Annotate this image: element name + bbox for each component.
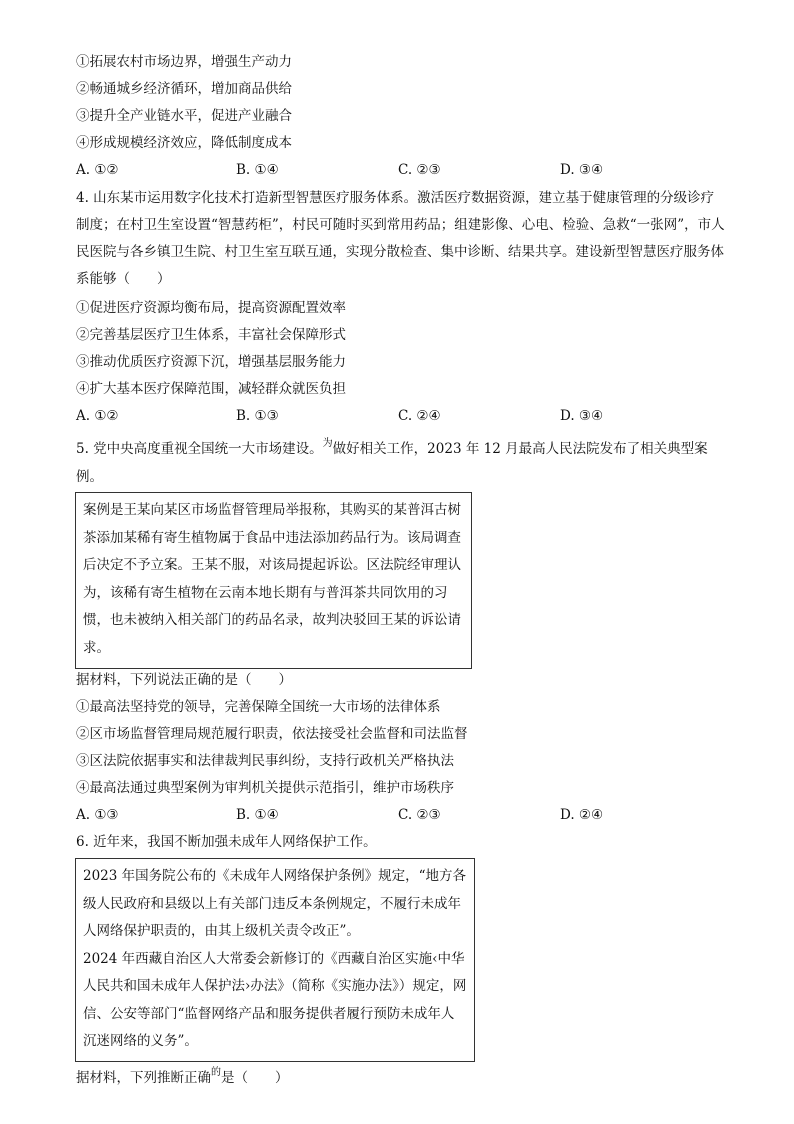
q4-option-3: ③推动优质医疗资源下沉，增强基层服务能力 [76,354,346,370]
q4-option-4: ④扩大基本医疗保障范围，减轻群众就医负担 [76,381,346,397]
q5-option-3: ③区法院依据事实和法律裁判民事纠纷，支持行政机关严格执法 [76,753,454,769]
q5-choices [76,805,726,825]
q4-choices [76,406,726,426]
q4-option-1: ①促进医疗资源均衡布局，提高资源配置效率 [76,300,346,316]
q5-option-4: ④最高法通过典型案例为审判机关提供示范指引，维护市场秩序 [76,780,454,796]
q6-prompt-part-1: 据材料，下列推断正确 [76,1070,211,1086]
q5-material-text: 案例是王某向某区市场监督管理局举报称，其购买的某普洱古树茶添加某稀有寄生植物属于食品中违法添加药品行为。该局调查后决定不予立案。王某不服，对该局提起诉讼。区法院经审理认为，该稀有寄生植物在云南本地长期有与普洱茶共同饮用的习惯，也未被纳入相关部门的药品名录，故判决驳回王某的诉讼请求。 [83,502,461,656]
q5-stem-part-2: 做好相关工作，2023 年 12 月最高人民法院发布了相关典型案例。 [76,441,708,485]
q5-choice-b[interactable]: B. ①④ [236,807,279,823]
q4-choice-d[interactable]: D. ③④ [560,408,604,424]
q4-choice-b[interactable]: B. ①③ [236,408,279,424]
q6-material-paragraph-2: 2024 年西藏自治区人大常委会新修订的《西藏自治区实施‹中华人民共和国未成年人保护法›办法》（简称《实施办法》）规定，网信、公安等部门“监督网络产品和服务提供者履行预防未成年人沉迷网络的义务”。 [83,950,467,1049]
q6-prompt-superscript: 的 [211,1067,221,1078]
q3-option-4: ④形成规模经济效应，降低制度成本 [76,135,292,151]
q4-stem: 4. 山东某市运用数字化技术打造新型智慧医疗服务体系。激活医疗数据资源，建立基于健康管理的分级诊疗制度；在村卫生室设置“智慧药柜”，村民可随时买到常用药品；组建影像、心电、检验、急救“一张网”，市人民医院与各乡镇卫生院、村卫生室互联互通，实现分散检查、集中诊断、结果共享。建设新型智慧医疗服务体系能够（ ） [76,190,725,287]
q3-option-2: ②畅通城乡经济循环，增加商品供给 [76,81,292,97]
q3-option-1: ①拓展农村市场边界，增强生产动力 [76,54,292,70]
q5-option-1: ①最高法坚持党的领导，完善保障全国统一大市场的法律体系 [76,699,441,715]
q5-material-box [75,492,472,669]
q3-option-3: ③提升全产业链水平，促进产业融合 [76,108,292,124]
q3-choice-a[interactable]: A. ①② [76,162,119,178]
q4-option-2: ②完善基层医疗卫生体系，丰富社会保障形式 [76,327,346,343]
q6-material-box [75,858,475,1062]
q5-option-2: ②区市场监督管理局规范履行职责，依法接受社会监督和司法监督 [76,726,468,742]
q6-material-paragraph-1: 2023 年国务院公布的《未成年人网络保护条例》规定，“地方各级人民政府和县级以上有关部门违反本条例规定，不履行未成年人网络保护职责的，由其上级机关责令改正”。 [83,868,467,939]
q4-choice-a[interactable]: A. ①② [76,408,119,424]
q4-choice-c[interactable]: C. ②④ [398,408,441,424]
q3-choice-d[interactable]: D. ③④ [560,162,604,178]
q3-choice-b[interactable]: B. ①④ [236,162,279,178]
q6-stem: 6. 近年来，我国不断加强未成年人网络保护工作。 [76,834,377,850]
q3-choices [76,160,726,180]
q5-stem [76,436,726,491]
q3-choice-c[interactable]: C. ②③ [398,162,441,178]
q5-choice-d[interactable]: D. ②④ [560,807,604,823]
q5-choice-c[interactable]: C. ②③ [398,807,441,823]
q5-choice-a[interactable]: A. ①③ [76,807,119,823]
q6-prompt-part-2: 是（ ） [221,1070,289,1086]
q5-prompt: 据材料，下列说法正确的是（ ） [76,672,292,688]
q6-prompt [76,1068,289,1090]
q5-stem-superscript: 为 [322,438,333,449]
q5-stem-part-1: 5. 党中央高度重视全国统一大市场建设。 [76,441,323,457]
